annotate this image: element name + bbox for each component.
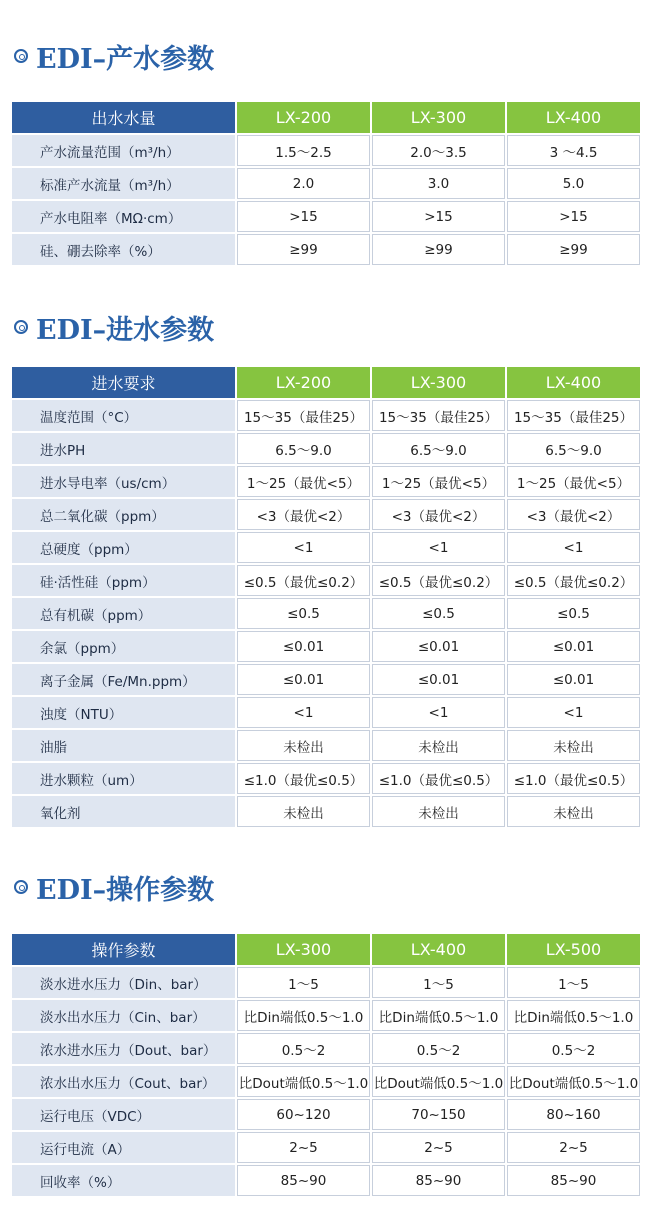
row-label: 油脂 [12, 730, 235, 761]
table-row [12, 1033, 640, 1064]
value-cell: ≤1.0（最优≤0.5） [372, 763, 505, 794]
value-cell: 1～25（最优<5） [372, 466, 505, 497]
value-cell: <3（最优<2） [237, 499, 370, 530]
operation-table [10, 932, 642, 1198]
row-label: 离子金属（Fe/Mn.ppm） [12, 664, 235, 695]
value-cell: 未检出 [507, 730, 640, 761]
value-cell: ≤0.01 [372, 631, 505, 662]
table-row [12, 796, 640, 827]
value-cell: 比Dout端低0.5～1.0 [507, 1066, 640, 1097]
value-cell: >15 [372, 201, 505, 232]
row-label: 浊度（NTU） [12, 697, 235, 728]
row-label: 浓水出水压力（Cout、bar） [12, 1066, 235, 1097]
value-cell: 未检出 [507, 796, 640, 827]
table-row [12, 532, 640, 563]
table-row [12, 168, 640, 199]
value-cell: 6.5～9.0 [507, 433, 640, 464]
value-cell: 未检出 [372, 730, 505, 761]
table-header-row [12, 934, 640, 965]
value-cell: 未检出 [237, 796, 370, 827]
row-label: 标准产水流量（m³/h） [12, 168, 235, 199]
table-row [12, 1099, 640, 1130]
header-cell: 操作参数 [12, 934, 235, 965]
section-title-operation [14, 867, 214, 907]
header-cell: LX-400 [372, 934, 505, 965]
table-header-row [12, 102, 640, 133]
row-label: 进水PH [12, 433, 235, 464]
value-cell: >15 [507, 201, 640, 232]
row-label: 总二氧化碳（ppm） [12, 499, 235, 530]
header-cell: LX-300 [372, 102, 505, 133]
value-cell: ≥99 [372, 234, 505, 265]
table-row [12, 697, 640, 728]
value-cell: <1 [237, 697, 370, 728]
value-cell: ≤0.5（最优≤0.2） [237, 565, 370, 596]
row-label: 淡水进水压力（Din、bar） [12, 967, 235, 998]
value-cell: 85~90 [372, 1165, 505, 1196]
value-cell: 未检出 [372, 796, 505, 827]
header-cell: LX-300 [237, 934, 370, 965]
row-label: 硅·活性硅（ppm） [12, 565, 235, 596]
value-cell: ≤0.5 [507, 598, 640, 629]
value-cell: 比Din端低0.5～1.0 [237, 1000, 370, 1031]
value-cell: 2~5 [372, 1132, 505, 1163]
value-cell: 1～5 [507, 967, 640, 998]
value-cell: 比Dout端低0.5～1.0 [372, 1066, 505, 1097]
value-cell: 6.5～9.0 [372, 433, 505, 464]
value-cell: ≤0.5 [372, 598, 505, 629]
value-cell: 0.5～2 [237, 1033, 370, 1064]
value-cell: <1 [372, 532, 505, 563]
value-cell: ≤0.01 [507, 664, 640, 695]
value-cell: 5.0 [507, 168, 640, 199]
row-label: 总硬度（ppm） [12, 532, 235, 563]
value-cell: 15～35（最佳25） [372, 400, 505, 431]
section-title-text: EDI–进水参数 [36, 314, 215, 346]
header-cell: LX-200 [237, 367, 370, 398]
value-cell: 1～25（最优<5） [237, 466, 370, 497]
value-cell: 比Din端低0.5～1.0 [507, 1000, 640, 1031]
value-cell: ≤0.5（最优≤0.2） [372, 565, 505, 596]
header-cell: LX-300 [372, 367, 505, 398]
value-cell: 1.5～2.5 [237, 135, 370, 166]
value-cell: 85~90 [237, 1165, 370, 1196]
table-row [12, 631, 640, 662]
section-title-text: EDI–操作参数 [36, 874, 215, 906]
value-cell: <1 [237, 532, 370, 563]
feed-water-table [10, 365, 642, 829]
row-label: 总有机碳（ppm） [12, 598, 235, 629]
table-row [12, 234, 640, 265]
value-cell: 3 ～4.5 [507, 135, 640, 166]
value-cell: ≤0.01 [372, 664, 505, 695]
value-cell: ≤0.01 [507, 631, 640, 662]
table-row [12, 730, 640, 761]
table-row [12, 763, 640, 794]
value-cell: 0.5～2 [507, 1033, 640, 1064]
table-row [12, 598, 640, 629]
value-cell: 15～35（最佳25） [237, 400, 370, 431]
target-icon [14, 880, 28, 894]
value-cell: 15～35（最佳25） [507, 400, 640, 431]
value-cell: 1～5 [372, 967, 505, 998]
table-row [12, 565, 640, 596]
target-icon [14, 320, 28, 334]
row-label: 运行电流（A） [12, 1132, 235, 1163]
value-cell: ≥99 [237, 234, 370, 265]
header-cell: 进水要求 [12, 367, 235, 398]
header-cell: LX-400 [507, 367, 640, 398]
value-cell: 1～25（最优<5） [507, 466, 640, 497]
value-cell: <1 [507, 697, 640, 728]
header-cell: 出水水量 [12, 102, 235, 133]
row-label: 进水导电率（us/cm） [12, 466, 235, 497]
table-row [12, 664, 640, 695]
row-label: 硅、硼去除率（%） [12, 234, 235, 265]
table-row [12, 499, 640, 530]
table-row [12, 201, 640, 232]
value-cell: 0.5～2 [372, 1033, 505, 1064]
section-title-text: EDI–产水参数 [36, 43, 215, 75]
table-row [12, 400, 640, 431]
header-cell: LX-400 [507, 102, 640, 133]
value-cell: <3（最优<2） [507, 499, 640, 530]
table-row [12, 1165, 640, 1196]
table-row [12, 1066, 640, 1097]
value-cell: ≥99 [507, 234, 640, 265]
section-title-product-water [14, 36, 214, 76]
value-cell: >15 [237, 201, 370, 232]
value-cell: ≤1.0（最优≤0.5） [237, 763, 370, 794]
table-row [12, 1000, 640, 1031]
value-cell: 1～5 [237, 967, 370, 998]
value-cell: <1 [372, 697, 505, 728]
value-cell: 2.0 [237, 168, 370, 199]
value-cell: 2~5 [507, 1132, 640, 1163]
value-cell: 2.0～3.5 [372, 135, 505, 166]
row-label: 回收率（%） [12, 1165, 235, 1196]
row-label: 进水颗粒（um） [12, 763, 235, 794]
table-row [12, 135, 640, 166]
table-header-row [12, 367, 640, 398]
table-row [12, 967, 640, 998]
value-cell: 6.5～9.0 [237, 433, 370, 464]
value-cell: ≤1.0（最优≤0.5） [507, 763, 640, 794]
value-cell: <1 [507, 532, 640, 563]
row-label: 产水电阻率（MΩ·cm） [12, 201, 235, 232]
row-label: 余氯（ppm） [12, 631, 235, 662]
value-cell: ≤0.01 [237, 664, 370, 695]
value-cell: ≤0.5 [237, 598, 370, 629]
section-title-feed-water [14, 307, 214, 347]
value-cell: 70~150 [372, 1099, 505, 1130]
value-cell: 3.0 [372, 168, 505, 199]
row-label: 淡水出水压力（Cin、bar） [12, 1000, 235, 1031]
value-cell: 80~160 [507, 1099, 640, 1130]
table-row [12, 466, 640, 497]
header-cell: LX-200 [237, 102, 370, 133]
value-cell: 85~90 [507, 1165, 640, 1196]
value-cell: 比Dout端低0.5～1.0 [237, 1066, 370, 1097]
row-label: 运行电压（VDC） [12, 1099, 235, 1130]
target-icon [14, 49, 28, 63]
product-water-table [10, 100, 642, 267]
row-label: 产水流量范围（m³/h） [12, 135, 235, 166]
header-cell: LX-500 [507, 934, 640, 965]
value-cell: 比Din端低0.5～1.0 [372, 1000, 505, 1031]
value-cell: ≤0.01 [237, 631, 370, 662]
row-label: 温度范围（°C） [12, 400, 235, 431]
value-cell: 未检出 [237, 730, 370, 761]
row-label: 氧化剂 [12, 796, 235, 827]
value-cell: 60~120 [237, 1099, 370, 1130]
value-cell: ≤0.5（最优≤0.2） [507, 565, 640, 596]
table-row [12, 433, 640, 464]
value-cell: <3（最优<2） [372, 499, 505, 530]
table-row [12, 1132, 640, 1163]
row-label: 浓水进水压力（Dout、bar） [12, 1033, 235, 1064]
value-cell: 2~5 [237, 1132, 370, 1163]
